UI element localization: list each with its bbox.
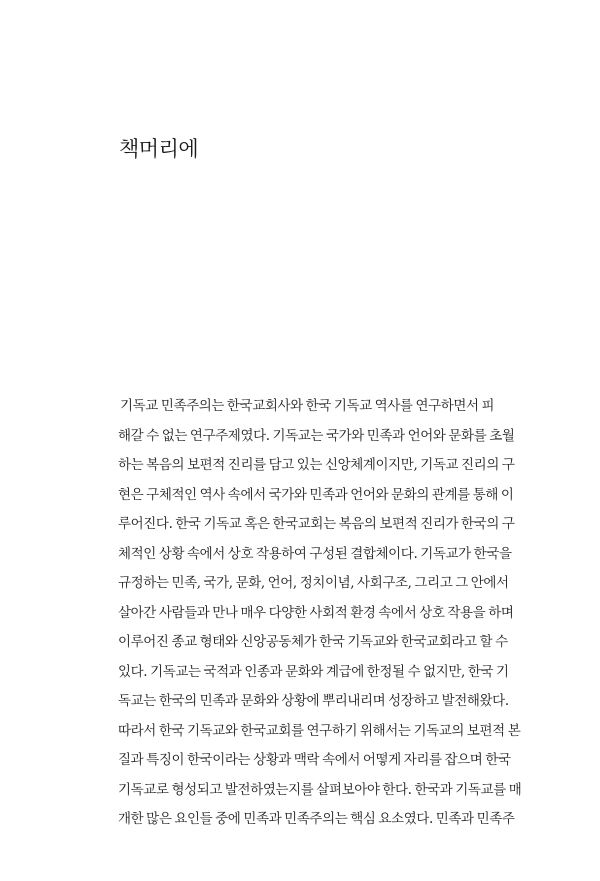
text-line: 체적인 상황 속에서 상호 작용하여 구성된 결합체이다. 기독교가 한국을 <box>118 545 512 562</box>
text-line: 독교는 한국의 민족과 문화와 상황에 뿌리내리며 성장하고 발전해왔다. <box>118 693 509 709</box>
chapter-title: 책머리에 <box>119 137 199 161</box>
text-line: 해갈 수 없는 연구주제였다. 기독교는 국가와 민족과 언어와 문화를 초월 <box>118 427 515 444</box>
text-line: 이루어진 종교 형태와 신앙공동체가 한국 기독교와 한국교회라고 할 수 <box>118 634 508 650</box>
text-line: 개한 많은 요인들 중에 민족과 민족주의는 핵심 요소였다. 민족과 민족주 <box>118 811 515 827</box>
text-line: 질과 특징이 한국이라는 상황과 맥락 속에서 어떻게 자리를 잡으며 한국 <box>118 752 511 768</box>
text-line: 현은 구체적인 역사 속에서 국가와 민족과 언어와 문화의 관계를 통해 이 <box>118 486 514 503</box>
text-line: 기독교로 형성되고 발전하였는지를 살펴보아야 한다. 한국과 기독교를 매 <box>118 781 522 798</box>
text-line: 살아간 사람들과 만나 매우 다양한 사회적 환경 속에서 상호 작용을 하며 <box>118 604 514 621</box>
text-line: 따라서 한국 기독교와 한국교회를 연구하기 위해서는 기독교의 보편적 본 <box>118 722 521 739</box>
text-line: 규정하는 민족, 국가, 문화, 언어, 정치이념, 사회구조, 그리고 그 안에서 <box>118 575 509 591</box>
text-line: 기독교 민족주의는 한국교회사와 한국 기독교 역사를 연구하면서 피 <box>120 398 495 414</box>
text-line: 루어진다. 한국 기독교 혹은 한국교회는 복음의 보편적 진리가 한국의 구 <box>118 516 515 532</box>
text-line: 하는 복음의 보편적 진리를 담고 있는 신앙체계이지만, 기독교 진리의 구 <box>118 457 515 473</box>
text-line: 있다. 기독교는 국적과 인종과 문화와 계급에 한정될 수 없지만, 한국 기 <box>118 663 509 680</box>
body-paragraph <box>118 392 522 835</box>
